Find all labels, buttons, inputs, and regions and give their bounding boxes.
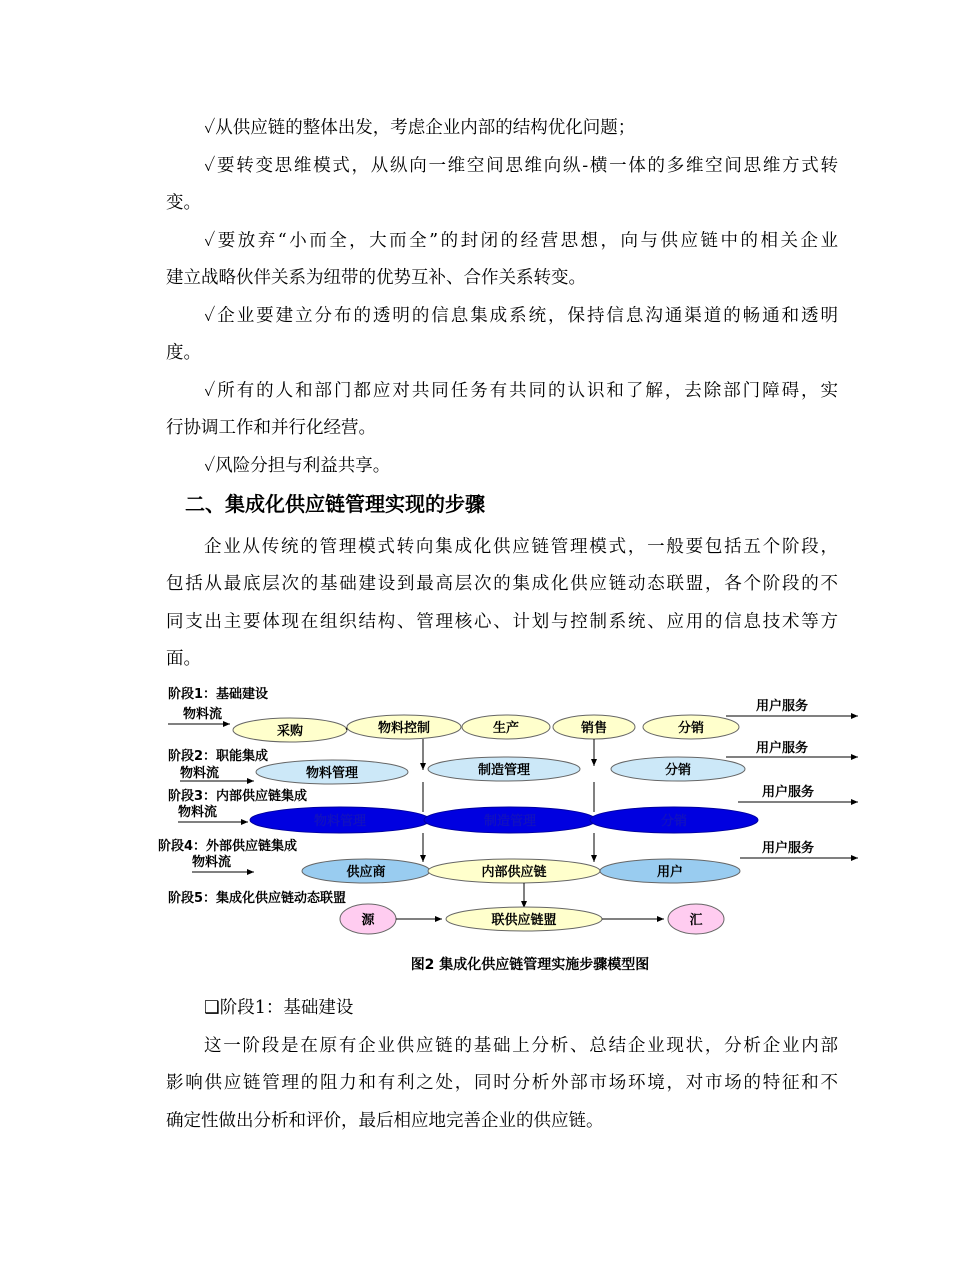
bullet-2-line-1: ✓要转变思维模式，从纵向一维空间思维向纵-横一体的多维空间思维方式转 [204,156,838,176]
intro-line-3: 同支出主要体现在组织结构、管理核心、计划与控制系统、应用的信息技术等方 [166,612,838,632]
bullet-4-line-2: 度。 [166,343,201,363]
bullet-5-line-2: 行协调工作和并行化经营。 [166,418,376,438]
intro-line-4: 面。 [166,649,201,669]
stage-1-user-service: 用户服务 [756,699,809,714]
bullet-2-line-2: 变。 [166,193,201,213]
stage-3-user-service: 用户服务 [762,785,815,800]
s1-node-production-label: 生产 [492,721,520,736]
stage-4-user-service: 用户服务 [762,841,815,856]
stage-2-material-flow: 物料流 [180,766,220,781]
s1-node-sales-label: 销售 [580,721,608,736]
s4-node-supplier-label: 供应商 [346,865,386,880]
s3-node-manufacturing-mgmt-label: 制造管理 [483,814,537,829]
supply-chain-stages-diagram [150,682,870,982]
s1-node-procurement-label: 采购 [276,724,304,739]
s3-node-distribution-label: 分销 [660,814,688,829]
stage-5-label: 阶段5：集成化供应链动态联盟 [168,891,347,906]
s5-node-alliance-label: 联供应链盟 [491,913,557,928]
stage-1-block-line-2: 影响供应链管理的阻力和有利之处，同时分析外部市场环境，对市场的特征和不 [166,1073,838,1093]
stage-3-label: 阶段3：内部供应链集成 [168,789,308,804]
section-title: 二、集成化供应链管理实现的步骤 [185,492,485,516]
bullet-3-line-1: ✓要放弃“小而全，大而全”的封闭的经营思想，向与供应链中的相关企业 [204,231,838,251]
intro-line-2: 包括从最底层次的基础建设到最高层次的集成化供应链动态联盟，各个阶段的不 [166,574,838,594]
stage-1-block-line-1: 这一阶段是在原有企业供应链的基础上分析、总结企业现状，分析企业内部 [204,1036,838,1056]
s1-node-material-control-label: 物料控制 [377,721,431,736]
s5-node-source-label: 源 [361,913,375,928]
stage-2-user-service: 用户服务 [756,741,809,756]
s4-node-user-label: 用户 [656,865,684,880]
bullet-1: ✓从供应链的整体出发，考虑企业内部的结构优化问题； [204,118,636,138]
intro-line-1: 企业从传统的管理模式转向集成化供应链管理模式，一般要包括五个阶段， [204,537,838,557]
bullet-3-line-2: 建立战略伙伴关系为纽带的优势互补、合作关系转变。 [166,268,586,288]
stage-4-material-flow: 物料流 [192,855,232,870]
s3-node-material-mgmt-label: 物料管理 [313,814,367,829]
s2-node-distribution-label: 分销 [664,763,692,778]
stage-2-label: 阶段2：职能集成 [168,749,269,764]
figure-caption: 图2 集成化供应链管理实施步骤模型图 [410,957,650,973]
bullet-4-line-1: ✓企业要建立分布的透明的信息集成系统，保持信息沟通渠道的畅通和透明 [204,306,838,326]
s1-node-distribution-label: 分销 [677,721,705,736]
stage-1-block-line-3: 确定性做出分析和评价，最后相应地完善企业的供应链。 [166,1111,604,1131]
stage-1-material-flow: 物料流 [183,707,223,722]
stage-1-label: 阶段1：基础建设 [168,687,269,702]
bullet-6: ✓风险分担与利益共享。 [204,456,391,476]
stage-3-material-flow: 物料流 [178,805,218,820]
stage-1-block-title: ❑阶段1：基础建设 [204,998,354,1018]
s4-node-internal-chain-label: 内部供应链 [481,865,547,880]
s2-node-material-mgmt-label: 物料管理 [305,766,359,781]
s5-node-sink-label: 汇 [689,913,703,928]
stage-4-label: 阶段4：外部供应链集成 [158,839,298,854]
bullet-5-line-1: ✓所有的人和部门都应对共同任务有共同的认识和了解，去除部门障碍，实 [204,381,838,401]
s2-node-manufacturing-mgmt-label: 制造管理 [477,763,531,778]
